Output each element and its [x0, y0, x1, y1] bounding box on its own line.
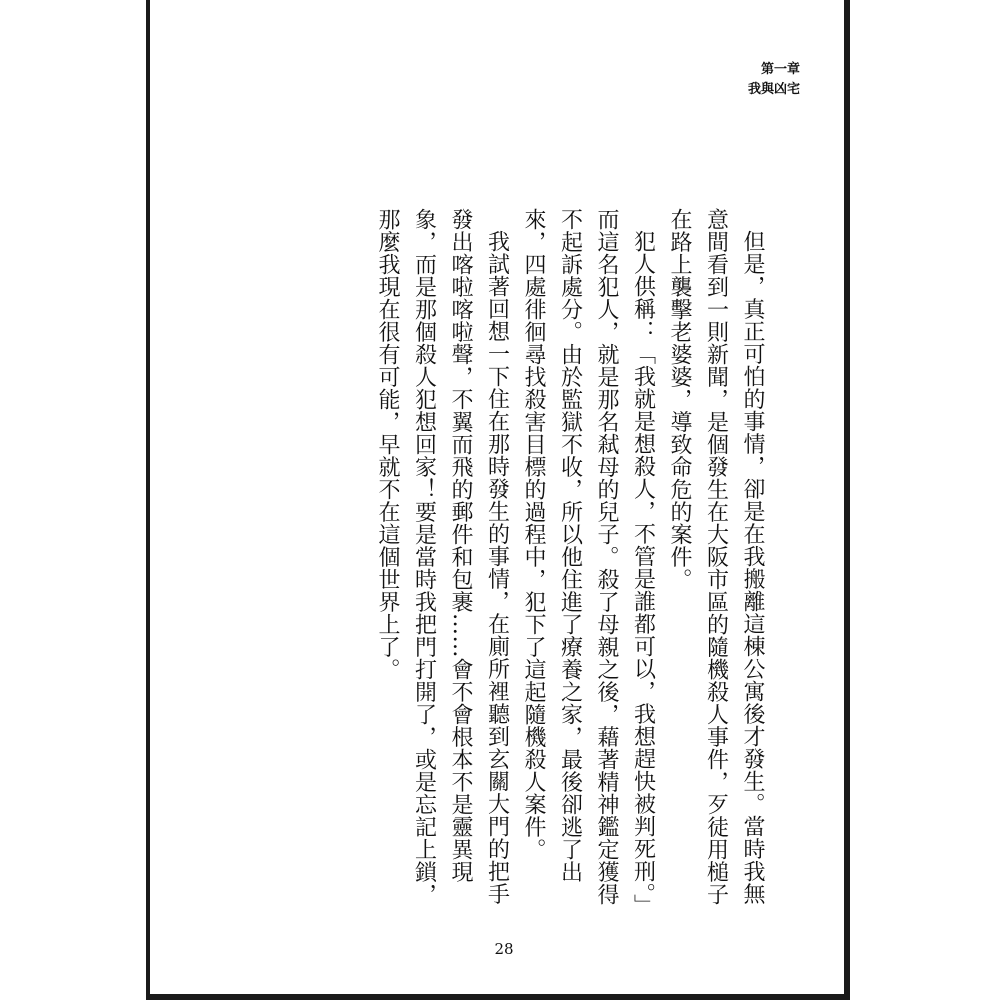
paragraph: 但是，真正可怕的事情，卻是在我搬離這棟公寓後才發生。當時我無意間看到一則新聞，是個發生在大阪市區的隨機殺人事件，歹徒用槌子在路上襲擊老婆婆，導致命危的案件。: [667, 208, 765, 906]
page-edge-left: [146, 0, 150, 1000]
chapter-title: 我與凶宅: [747, 82, 800, 97]
chapter-header: [748, 60, 800, 100]
page-number: 28: [494, 940, 514, 958]
vertical-body-text: [375, 208, 770, 908]
paragraph: 犯人供稱：「我就是想殺人，不管是誰都可以，我想趕快被判死刑。」而這名犯人，就是那名弒母的兒子。殺了母親之後，藉著精神鑑定獲得不起訴處分。由於監獄不收，所以他住進了療養之家，最後卻逃了出來，四處徘徊尋找殺害目標的過程中，犯下了這起隨機殺人案件。: [521, 208, 656, 906]
page-edge-right: [844, 0, 850, 1000]
chapter-number: 第一章: [760, 62, 800, 77]
page-edge-bottom: [146, 994, 850, 1000]
paragraph: 我試著回想一下住在那時發生的事情，在廁所裡聽到玄關大門的把手發出喀啦喀啦聲，不翼而飛的郵件和包裹……會不會根本不是靈異現象，而是那個殺人犯想回家！要是當時我把門打開了，或是忘記上鎖，那麼我現在很有可能，早就不在這個世界上了。: [375, 208, 510, 906]
